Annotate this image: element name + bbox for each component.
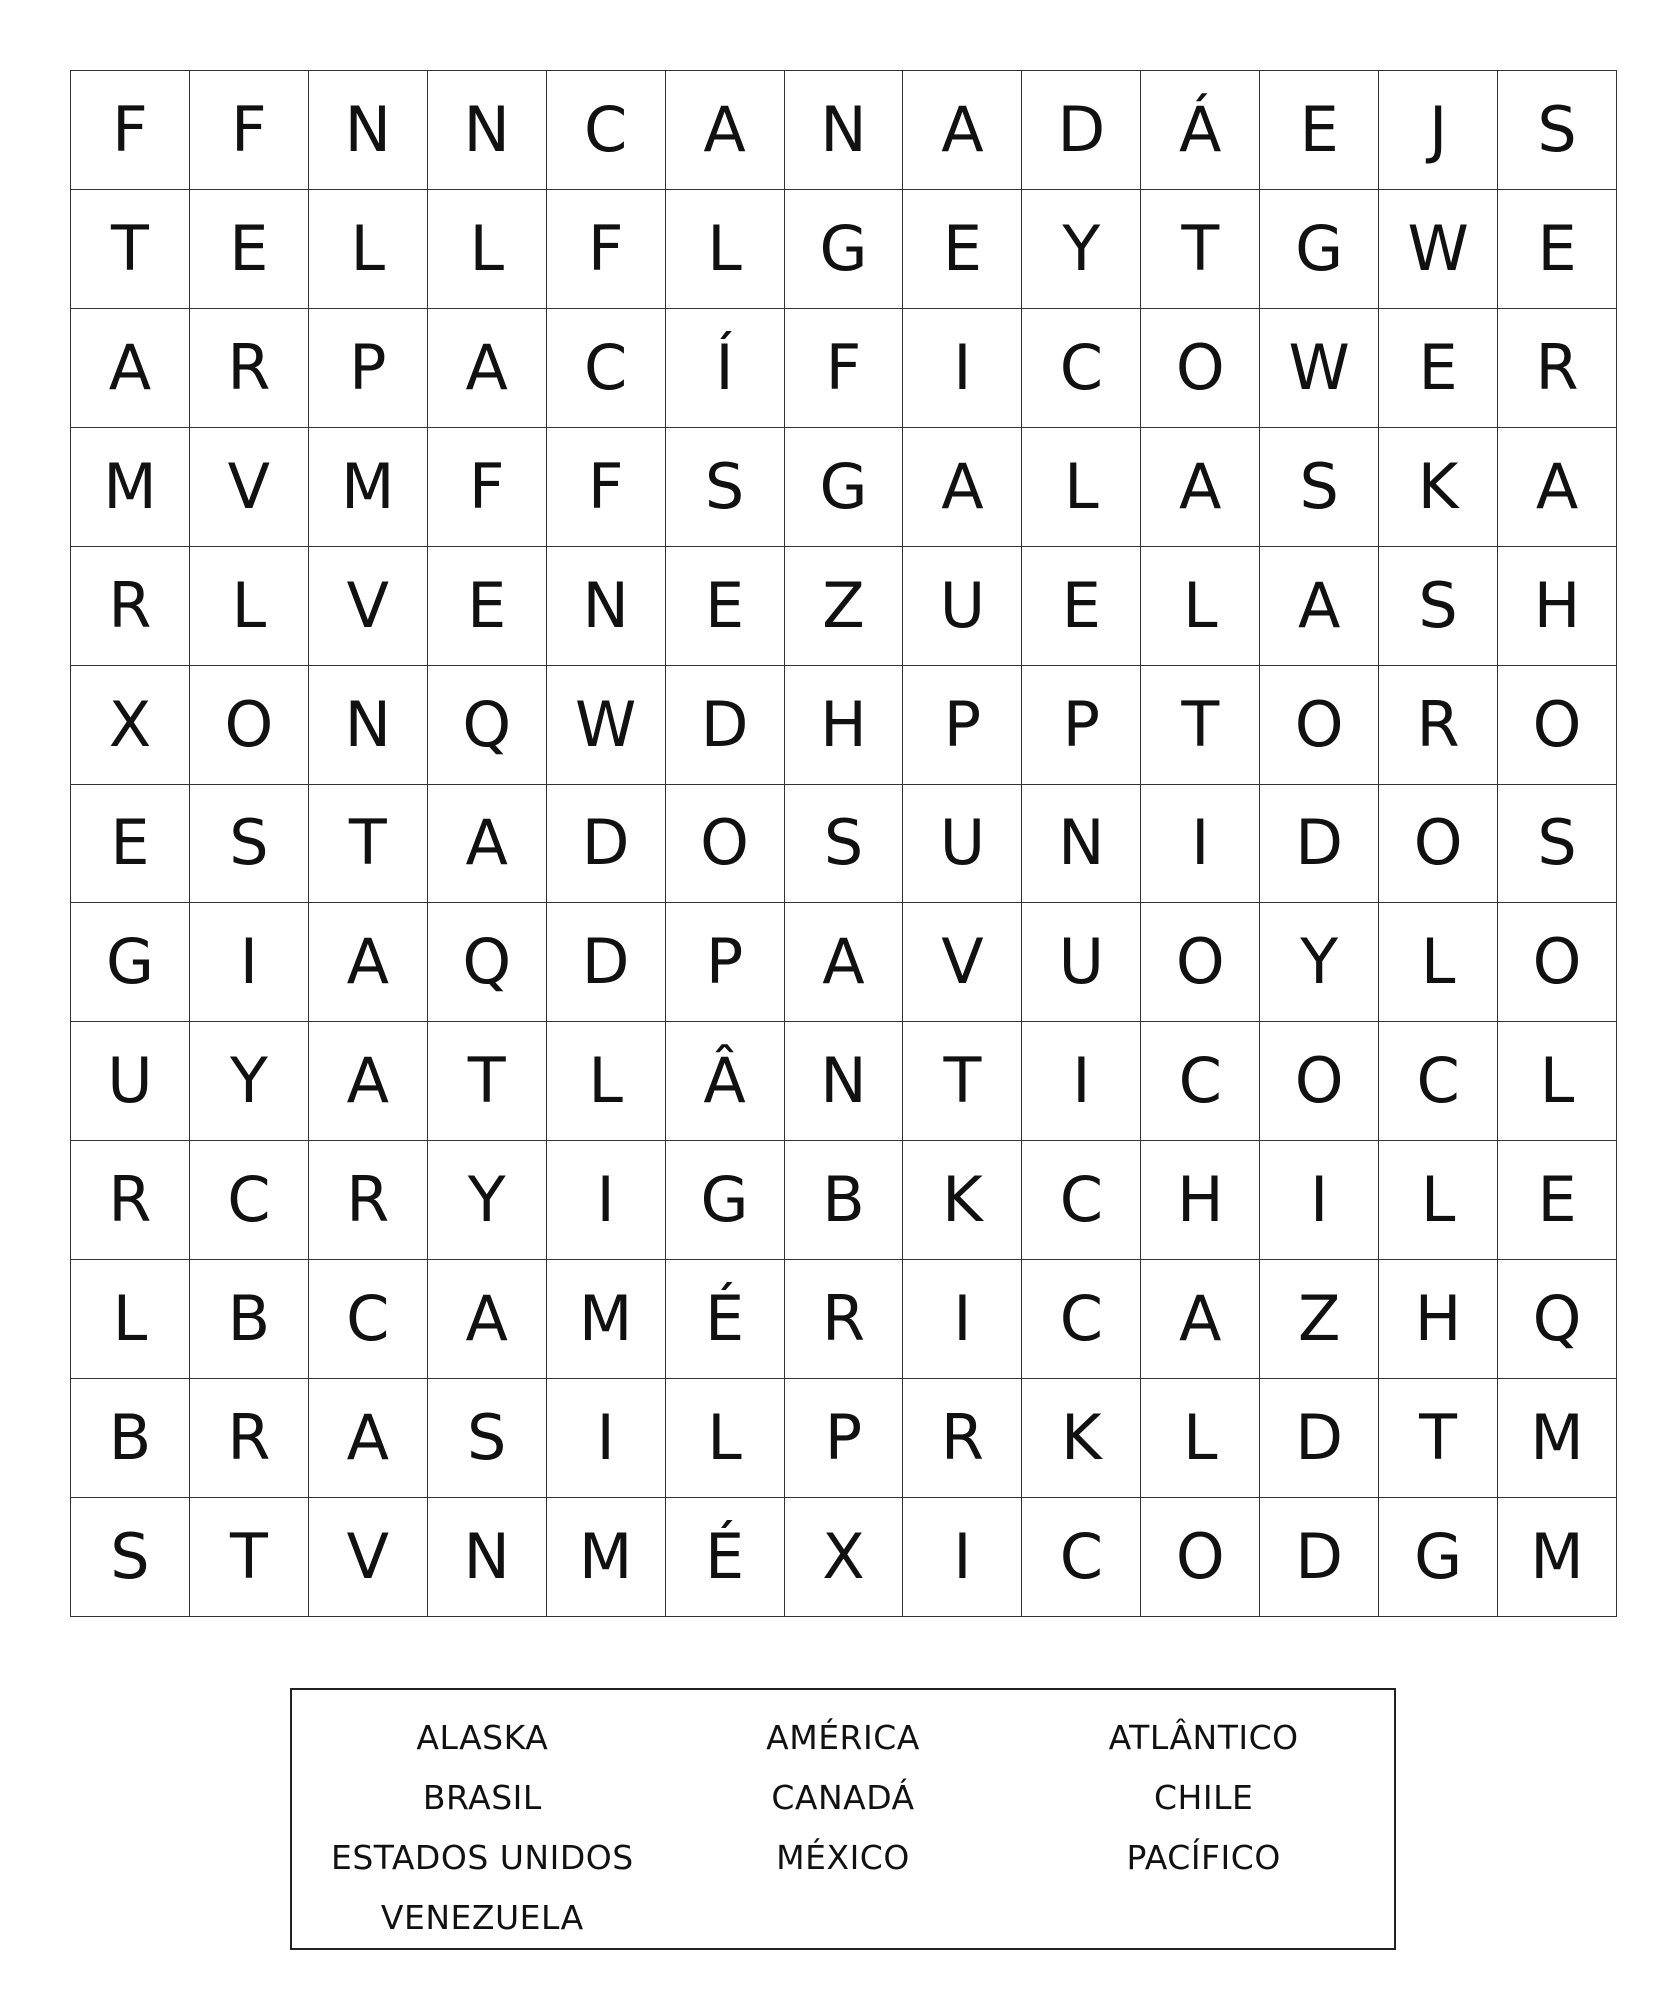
grid-cell[interactable]: S: [785, 785, 904, 904]
grid-cell[interactable]: E: [428, 547, 547, 666]
grid-cell[interactable]: A: [1141, 1260, 1260, 1379]
grid-cell[interactable]: O: [1379, 785, 1498, 904]
grid-cell[interactable]: F: [547, 428, 666, 547]
grid-cell[interactable]: S: [1498, 71, 1617, 190]
grid-cell[interactable]: X: [71, 666, 190, 785]
grid-cell[interactable]: O: [1498, 903, 1617, 1022]
grid-cell[interactable]: A: [309, 1022, 428, 1141]
grid-cell[interactable]: V: [309, 1498, 428, 1617]
word-list-item: MÉXICO: [776, 1838, 910, 1877]
grid-cell[interactable]: E: [71, 785, 190, 904]
grid-cell[interactable]: H: [1379, 1260, 1498, 1379]
grid-cell[interactable]: E: [190, 190, 309, 309]
grid-cell[interactable]: É: [666, 1498, 785, 1617]
grid-cell[interactable]: Y: [190, 1022, 309, 1141]
grid-cell[interactable]: S: [71, 1498, 190, 1617]
grid-cell[interactable]: Z: [1260, 1260, 1379, 1379]
grid-cell[interactable]: W: [1379, 190, 1498, 309]
grid-cell[interactable]: V: [903, 903, 1022, 1022]
grid-cell[interactable]: T: [903, 1022, 1022, 1141]
grid-cell[interactable]: G: [785, 190, 904, 309]
grid-cell[interactable]: I: [903, 309, 1022, 428]
grid-cell[interactable]: S: [1260, 428, 1379, 547]
grid-cell[interactable]: Y: [1022, 190, 1141, 309]
grid-cell[interactable]: T: [1141, 190, 1260, 309]
grid-cell[interactable]: K: [903, 1141, 1022, 1260]
grid-cell[interactable]: P: [309, 309, 428, 428]
grid-cell[interactable]: G: [71, 903, 190, 1022]
grid-cell[interactable]: C: [547, 309, 666, 428]
grid-cell[interactable]: N: [428, 1498, 547, 1617]
grid-cell[interactable]: E: [1498, 1141, 1617, 1260]
grid-cell[interactable]: G: [666, 1141, 785, 1260]
word-list-item: CHILE: [1153, 1778, 1254, 1817]
grid-cell[interactable]: M: [309, 428, 428, 547]
grid-cell[interactable]: T: [428, 1022, 547, 1141]
grid-cell[interactable]: P: [903, 666, 1022, 785]
grid-cell[interactable]: R: [71, 547, 190, 666]
grid-cell[interactable]: R: [1379, 666, 1498, 785]
grid-cell[interactable]: R: [309, 1141, 428, 1260]
grid-cell[interactable]: F: [785, 309, 904, 428]
grid-cell[interactable]: L: [1498, 1022, 1617, 1141]
grid-cell[interactable]: I: [547, 1141, 666, 1260]
grid-cell[interactable]: L: [190, 547, 309, 666]
grid-cell[interactable]: G: [1379, 1498, 1498, 1617]
grid-cell[interactable]: V: [309, 547, 428, 666]
word-list-item: AMÉRICA: [766, 1718, 920, 1757]
word-list-item: ESTADOS UNIDOS: [330, 1838, 634, 1877]
grid-cell[interactable]: S: [190, 785, 309, 904]
grid-cell[interactable]: A: [309, 1379, 428, 1498]
grid-cell[interactable]: T: [309, 785, 428, 904]
grid-cell[interactable]: U: [1022, 903, 1141, 1022]
grid-cell[interactable]: N: [1022, 785, 1141, 904]
grid-cell[interactable]: I: [547, 1379, 666, 1498]
grid-cell[interactable]: T: [190, 1498, 309, 1617]
grid-cell[interactable]: D: [1260, 1498, 1379, 1617]
grid-cell[interactable]: A: [785, 903, 904, 1022]
word-list-item: VENEZUELA: [380, 1898, 584, 1937]
grid-cell[interactable]: N: [309, 71, 428, 190]
grid-cell[interactable]: I: [1141, 785, 1260, 904]
grid-cell[interactable]: A: [1141, 428, 1260, 547]
grid-cell[interactable]: O: [1141, 309, 1260, 428]
grid-cell[interactable]: A: [309, 903, 428, 1022]
grid-cell[interactable]: C: [1141, 1022, 1260, 1141]
grid-cell[interactable]: B: [785, 1141, 904, 1260]
grid-cell[interactable]: L: [1022, 428, 1141, 547]
grid-cell[interactable]: M: [547, 1498, 666, 1617]
grid-cell[interactable]: C: [1022, 309, 1141, 428]
grid-cell[interactable]: W: [1260, 309, 1379, 428]
grid-cell[interactable]: S: [1379, 547, 1498, 666]
grid-cell[interactable]: L: [1379, 1141, 1498, 1260]
grid-cell[interactable]: I: [190, 903, 309, 1022]
grid-cell[interactable]: O: [1141, 1498, 1260, 1617]
grid-cell[interactable]: M: [1498, 1498, 1617, 1617]
grid-cell[interactable]: T: [1379, 1379, 1498, 1498]
grid-cell[interactable]: D: [1022, 71, 1141, 190]
grid-cell[interactable]: A: [903, 71, 1022, 190]
grid-cell[interactable]: D: [1260, 785, 1379, 904]
grid-cell[interactable]: K: [1379, 428, 1498, 547]
grid-cell[interactable]: O: [1260, 1022, 1379, 1141]
grid-cell[interactable]: P: [785, 1379, 904, 1498]
grid-cell[interactable]: L: [666, 190, 785, 309]
grid-cell[interactable]: A: [428, 309, 547, 428]
grid-cell[interactable]: W: [547, 666, 666, 785]
grid-cell[interactable]: B: [71, 1379, 190, 1498]
word-list: [290, 1688, 1396, 1950]
grid-cell[interactable]: A: [1260, 547, 1379, 666]
word-list-item: ATLÂNTICO: [1108, 1718, 1299, 1757]
grid-cell[interactable]: T: [71, 190, 190, 309]
grid-cell[interactable]: M: [1498, 1379, 1617, 1498]
grid-cell[interactable]: A: [903, 428, 1022, 547]
grid-cell[interactable]: H: [785, 666, 904, 785]
grid-cell[interactable]: Q: [428, 903, 547, 1022]
grid-cell[interactable]: O: [190, 666, 309, 785]
grid-cell[interactable]: H: [1498, 547, 1617, 666]
grid-cell[interactable]: U: [903, 547, 1022, 666]
grid-cell[interactable]: L: [1379, 903, 1498, 1022]
grid-cell[interactable]: G: [1260, 190, 1379, 309]
grid-cell[interactable]: C: [1022, 1498, 1141, 1617]
grid-cell[interactable]: D: [1260, 1379, 1379, 1498]
word-list-item: BRASIL: [422, 1778, 542, 1817]
word-list-item: PACÍFICO: [1126, 1838, 1281, 1877]
grid-cell[interactable]: O: [1141, 903, 1260, 1022]
grid-cell[interactable]: E: [1022, 547, 1141, 666]
grid-cell[interactable]: C: [190, 1141, 309, 1260]
grid-cell[interactable]: Í: [666, 309, 785, 428]
grid-cell[interactable]: Y: [1260, 903, 1379, 1022]
grid-cell[interactable]: D: [547, 785, 666, 904]
grid-cell[interactable]: E: [666, 547, 785, 666]
grid-cell[interactable]: A: [428, 785, 547, 904]
grid-cell[interactable]: O: [666, 785, 785, 904]
grid-cell[interactable]: É: [666, 1260, 785, 1379]
grid-cell[interactable]: L: [1141, 547, 1260, 666]
grid-cell[interactable]: A: [428, 1260, 547, 1379]
grid-cell[interactable]: Q: [1498, 1260, 1617, 1379]
grid-cell[interactable]: E: [1379, 309, 1498, 428]
grid-cell[interactable]: I: [903, 1498, 1022, 1617]
grid-cell[interactable]: S: [1498, 785, 1617, 904]
grid-cell[interactable]: O: [1260, 666, 1379, 785]
grid-cell[interactable]: E: [1498, 190, 1617, 309]
grid-cell[interactable]: R: [190, 309, 309, 428]
grid-cell[interactable]: C: [1379, 1022, 1498, 1141]
grid-cell[interactable]: N: [785, 71, 904, 190]
grid-cell[interactable]: S: [428, 1379, 547, 1498]
grid-cell[interactable]: B: [190, 1260, 309, 1379]
grid-cell[interactable]: I: [1260, 1141, 1379, 1260]
grid-cell[interactable]: N: [428, 71, 547, 190]
grid-cell[interactable]: A: [71, 309, 190, 428]
grid-cell[interactable]: J: [1379, 71, 1498, 190]
word-list-item: ALASKA: [416, 1718, 549, 1757]
grid-cell[interactable]: Q: [428, 666, 547, 785]
grid-cell[interactable]: A: [1498, 428, 1617, 547]
grid-cell[interactable]: D: [547, 903, 666, 1022]
grid-cell[interactable]: F: [547, 190, 666, 309]
grid-cell[interactable]: G: [785, 428, 904, 547]
grid-cell[interactable]: K: [1022, 1379, 1141, 1498]
grid-cell[interactable]: U: [71, 1022, 190, 1141]
grid-cell[interactable]: H: [1141, 1141, 1260, 1260]
grid-cell[interactable]: F: [428, 428, 547, 547]
grid-cell[interactable]: C: [1022, 1141, 1141, 1260]
grid-cell[interactable]: N: [309, 666, 428, 785]
grid-cell[interactable]: L: [71, 1260, 190, 1379]
grid-cell[interactable]: P: [1022, 666, 1141, 785]
grid-cell[interactable]: U: [903, 785, 1022, 904]
grid-cell[interactable]: L: [547, 1022, 666, 1141]
grid-cell[interactable]: M: [71, 428, 190, 547]
grid-cell[interactable]: N: [785, 1022, 904, 1141]
grid-cell[interactable]: L: [666, 1379, 785, 1498]
letter-grid: [70, 70, 1617, 1617]
grid-cell[interactable]: C: [547, 71, 666, 190]
grid-cell[interactable]: C: [309, 1260, 428, 1379]
grid-cell[interactable]: R: [903, 1379, 1022, 1498]
grid-cell[interactable]: F: [71, 71, 190, 190]
grid-cell[interactable]: F: [190, 71, 309, 190]
grid-cell[interactable]: V: [190, 428, 309, 547]
grid-cell[interactable]: L: [1141, 1379, 1260, 1498]
grid-cell[interactable]: N: [547, 547, 666, 666]
grid-cell[interactable]: Y: [428, 1141, 547, 1260]
grid-cell[interactable]: P: [666, 903, 785, 1022]
grid-cell[interactable]: A: [666, 71, 785, 190]
grid-cell[interactable]: R: [190, 1379, 309, 1498]
grid-cell[interactable]: R: [1498, 309, 1617, 428]
grid-cell[interactable]: L: [428, 190, 547, 309]
grid-cell[interactable]: D: [666, 666, 785, 785]
grid-cell[interactable]: Z: [785, 547, 904, 666]
grid-cell[interactable]: S: [666, 428, 785, 547]
grid-cell[interactable]: R: [71, 1141, 190, 1260]
grid-cell[interactable]: E: [1260, 71, 1379, 190]
grid-cell[interactable]: R: [785, 1260, 904, 1379]
grid-cell[interactable]: X: [785, 1498, 904, 1617]
grid-cell[interactable]: I: [903, 1260, 1022, 1379]
word-list-item: CANADÁ: [771, 1778, 915, 1817]
grid-cell[interactable]: L: [309, 190, 428, 309]
grid-cell[interactable]: M: [547, 1260, 666, 1379]
grid-cell[interactable]: Á: [1141, 71, 1260, 190]
grid-cell[interactable]: E: [903, 190, 1022, 309]
grid-cell[interactable]: O: [1498, 666, 1617, 785]
grid-cell[interactable]: Â: [666, 1022, 785, 1141]
grid-cell[interactable]: T: [1141, 666, 1260, 785]
grid-cell[interactable]: C: [1022, 1260, 1141, 1379]
grid-cell[interactable]: I: [1022, 1022, 1141, 1141]
